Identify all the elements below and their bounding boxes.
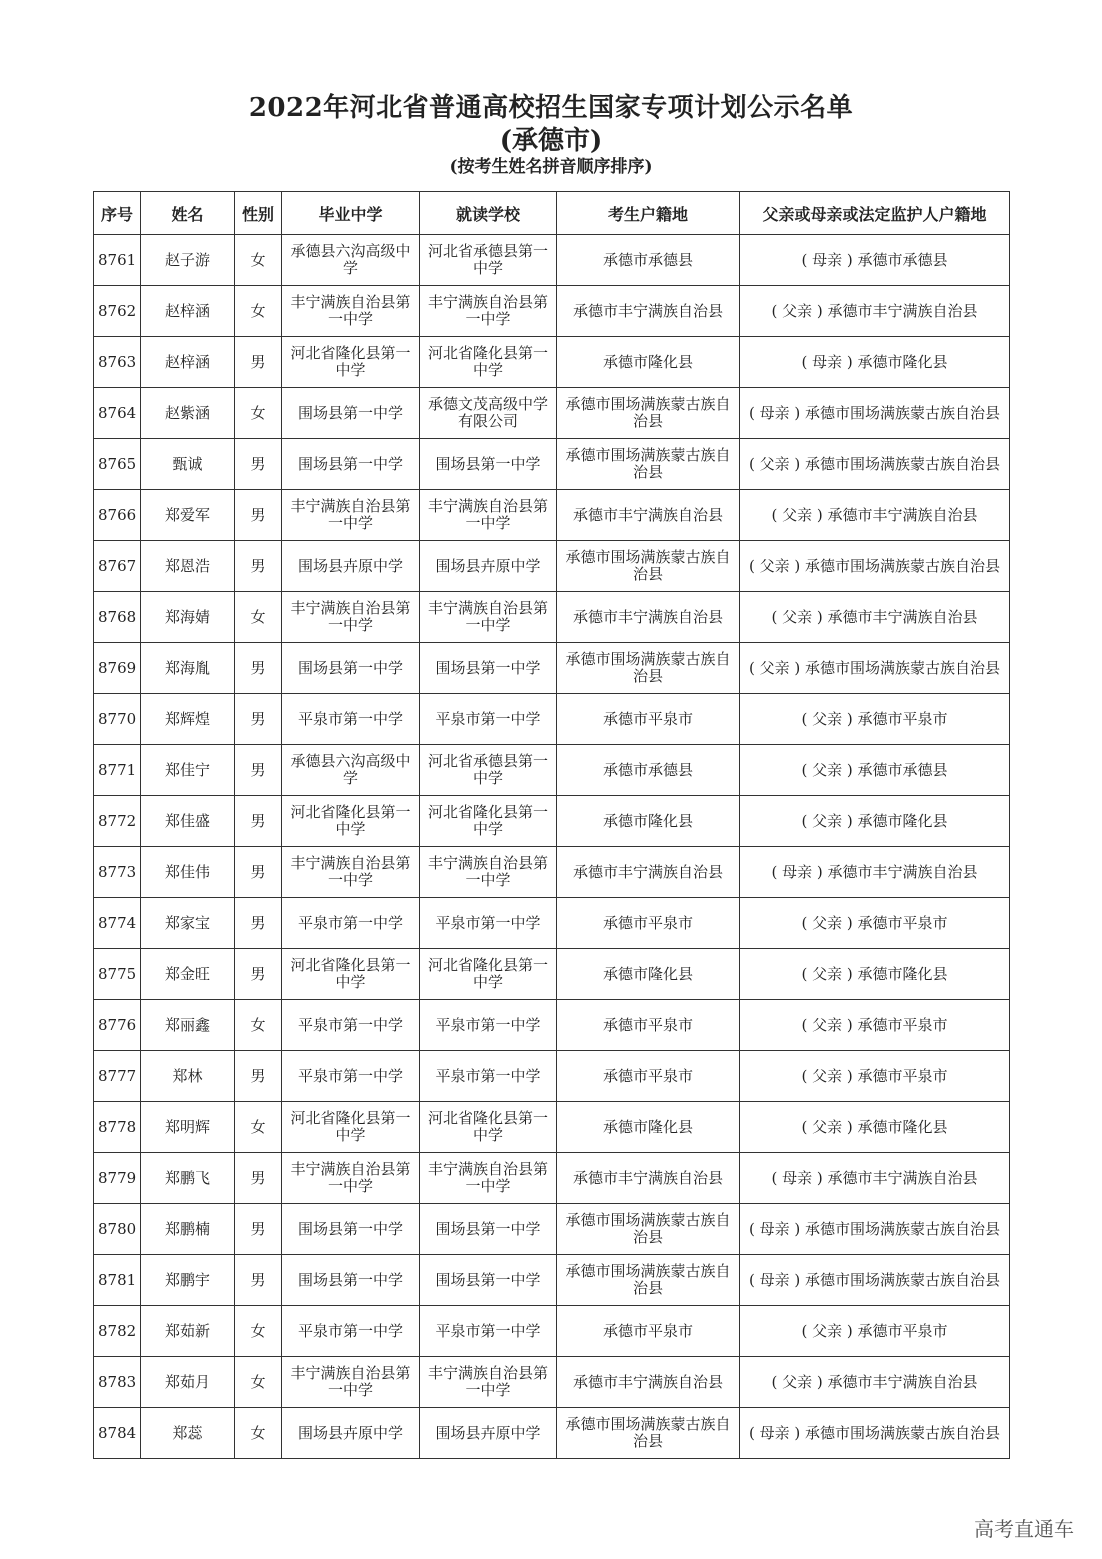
- table-row: [94, 1306, 1010, 1357]
- cell-current-school: 河北省隆化县第一中学: [420, 337, 557, 388]
- cell-household-registration: 承德市隆化县: [557, 1102, 740, 1153]
- table-row: [94, 1204, 1010, 1255]
- cell-current-school: 河北省承德县第一中学: [420, 745, 557, 796]
- cell-guardian-registration: ( 父亲 ) 承德市丰宁满族自治县: [740, 490, 1010, 541]
- cell-graduated-school: 河北省隆化县第一中学: [282, 337, 420, 388]
- cell-current-school: 围场县第一中学: [420, 439, 557, 490]
- cell-graduated-school: 平泉市第一中学: [282, 898, 420, 949]
- cell-guardian-registration: ( 母亲 ) 承德市围场满族蒙古族自治县: [740, 1255, 1010, 1306]
- cell-current-school: 丰宁满族自治县第一中学: [420, 286, 557, 337]
- cell-name: 赵紫涵: [141, 388, 235, 439]
- cell-gender: 男: [235, 541, 282, 592]
- cell-guardian-registration: ( 母亲 ) 承德市围场满族蒙古族自治县: [740, 1204, 1010, 1255]
- cell-graduated-school: 围场县第一中学: [282, 1204, 420, 1255]
- cell-name: 甄诚: [141, 439, 235, 490]
- cell-household-registration: 承德市围场满族蒙古族自治县: [557, 439, 740, 490]
- table-row: [94, 286, 1010, 337]
- col-header-graduated-school: 毕业中学: [282, 192, 420, 235]
- table-row: [94, 898, 1010, 949]
- cell-name: 郑金旺: [141, 949, 235, 1000]
- cell-household-registration: 承德市围场满族蒙古族自治县: [557, 388, 740, 439]
- cell-guardian-registration: ( 父亲 ) 承德市平泉市: [740, 1051, 1010, 1102]
- cell-graduated-school: 平泉市第一中学: [282, 694, 420, 745]
- cell-graduated-school: 丰宁满族自治县第一中学: [282, 847, 420, 898]
- cell-graduated-school: 围场县第一中学: [282, 439, 420, 490]
- table-row: [94, 490, 1010, 541]
- cell-index: 8783: [94, 1357, 141, 1408]
- cell-household-registration: 承德市围场满族蒙古族自治县: [557, 1204, 740, 1255]
- cell-name: 郑佳盛: [141, 796, 235, 847]
- cell-graduated-school: 河北省隆化县第一中学: [282, 1102, 420, 1153]
- cell-current-school: 围场县卉原中学: [420, 1408, 557, 1459]
- cell-index: 8772: [94, 796, 141, 847]
- cell-current-school: 平泉市第一中学: [420, 1306, 557, 1357]
- col-header-current-school: 就读学校: [420, 192, 557, 235]
- table-row: [94, 1153, 1010, 1204]
- cell-graduated-school: 河北省隆化县第一中学: [282, 949, 420, 1000]
- cell-household-registration: 承德市隆化县: [557, 949, 740, 1000]
- cell-name: 郑海婧: [141, 592, 235, 643]
- cell-name: 郑鹏宇: [141, 1255, 235, 1306]
- cell-index: 8761: [94, 235, 141, 286]
- cell-index: 8778: [94, 1102, 141, 1153]
- cell-index: 8777: [94, 1051, 141, 1102]
- cell-graduated-school: 丰宁满族自治县第一中学: [282, 1153, 420, 1204]
- cell-current-school: 河北省承德县第一中学: [420, 235, 557, 286]
- cell-current-school: 围场县第一中学: [420, 643, 557, 694]
- cell-graduated-school: 河北省隆化县第一中学: [282, 796, 420, 847]
- cell-gender: 女: [235, 592, 282, 643]
- cell-guardian-registration: ( 父亲 ) 承德市平泉市: [740, 898, 1010, 949]
- cell-name: 赵子游: [141, 235, 235, 286]
- cell-current-school: 丰宁满族自治县第一中学: [420, 1357, 557, 1408]
- page-title: 2022年河北省普通高校招生国家专项计划公示名单: [248, 93, 854, 123]
- cell-name: 郑茹新: [141, 1306, 235, 1357]
- cell-household-registration: 承德市围场满族蒙古族自治县: [557, 541, 740, 592]
- cell-graduated-school: 丰宁满族自治县第一中学: [282, 490, 420, 541]
- cell-index: 8780: [94, 1204, 141, 1255]
- table-row: [94, 1051, 1010, 1102]
- cell-graduated-school: 平泉市第一中学: [282, 1306, 420, 1357]
- cell-name: 赵梓涵: [141, 286, 235, 337]
- cell-gender: 男: [235, 745, 282, 796]
- cell-gender: 女: [235, 1306, 282, 1357]
- cell-name: 郑佳宁: [141, 745, 235, 796]
- cell-graduated-school: 承德县六沟高级中学: [282, 235, 420, 286]
- table-row: [94, 541, 1010, 592]
- cell-gender: 男: [235, 796, 282, 847]
- cell-current-school: 平泉市第一中学: [420, 1051, 557, 1102]
- cell-current-school: 河北省隆化县第一中学: [420, 949, 557, 1000]
- cell-index: 8781: [94, 1255, 141, 1306]
- cell-current-school: 围场县第一中学: [420, 1255, 557, 1306]
- cell-graduated-school: 围场县卉原中学: [282, 1408, 420, 1459]
- cell-index: 8776: [94, 1000, 141, 1051]
- cell-index: 8766: [94, 490, 141, 541]
- cell-index: 8784: [94, 1408, 141, 1459]
- page-subtitle: (承德市): [499, 126, 603, 156]
- cell-guardian-registration: ( 父亲 ) 承德市围场满族蒙古族自治县: [740, 643, 1010, 694]
- cell-guardian-registration: ( 母亲 ) 承德市隆化县: [740, 337, 1010, 388]
- cell-graduated-school: 围场县卉原中学: [282, 541, 420, 592]
- cell-gender: 男: [235, 337, 282, 388]
- cell-index: 8773: [94, 847, 141, 898]
- cell-gender: 女: [235, 1408, 282, 1459]
- col-header-guardian-registration: 父亲或母亲或法定监护人户籍地: [740, 192, 1010, 235]
- cell-gender: 女: [235, 1000, 282, 1051]
- cell-household-registration: 承德市平泉市: [557, 1306, 740, 1357]
- cell-gender: 女: [235, 235, 282, 286]
- cell-household-registration: 承德市围场满族蒙古族自治县: [557, 1255, 740, 1306]
- table-row: [94, 337, 1010, 388]
- cell-graduated-school: 平泉市第一中学: [282, 1051, 420, 1102]
- col-header-household-registration: 考生户籍地: [557, 192, 740, 235]
- cell-graduated-school: 丰宁满族自治县第一中学: [282, 1357, 420, 1408]
- cell-household-registration: 承德市丰宁满族自治县: [557, 286, 740, 337]
- cell-name: 郑恩浩: [141, 541, 235, 592]
- cell-guardian-registration: ( 母亲 ) 承德市围场满族蒙古族自治县: [740, 388, 1010, 439]
- cell-name: 郑爱军: [141, 490, 235, 541]
- table-row: [94, 643, 1010, 694]
- cell-gender: 男: [235, 847, 282, 898]
- col-header-index: 序号: [94, 192, 141, 235]
- table-row: [94, 1000, 1010, 1051]
- cell-household-registration: 承德市隆化县: [557, 796, 740, 847]
- table-row: [94, 1408, 1010, 1459]
- cell-index: 8762: [94, 286, 141, 337]
- cell-guardian-registration: ( 父亲 ) 承德市平泉市: [740, 1306, 1010, 1357]
- cell-index: 8782: [94, 1306, 141, 1357]
- cell-graduated-school: 承德县六沟高级中学: [282, 745, 420, 796]
- cell-gender: 男: [235, 1153, 282, 1204]
- table-row: [94, 694, 1010, 745]
- cell-current-school: 平泉市第一中学: [420, 1000, 557, 1051]
- cell-name: 郑家宝: [141, 898, 235, 949]
- cell-guardian-registration: ( 父亲 ) 承德市丰宁满族自治县: [740, 592, 1010, 643]
- cell-name: 郑林: [141, 1051, 235, 1102]
- cell-index: 8767: [94, 541, 141, 592]
- cell-index: 8763: [94, 337, 141, 388]
- sort-note: (按考生姓名拼音顺序排序): [449, 157, 653, 177]
- cell-name: 赵梓涵: [141, 337, 235, 388]
- cell-current-school: 丰宁满族自治县第一中学: [420, 490, 557, 541]
- cell-graduated-school: 丰宁满族自治县第一中学: [282, 286, 420, 337]
- col-header-gender: 性别: [235, 192, 282, 235]
- cell-gender: 男: [235, 643, 282, 694]
- cell-gender: 男: [235, 694, 282, 745]
- cell-guardian-registration: ( 父亲 ) 承德市隆化县: [740, 1102, 1010, 1153]
- cell-guardian-registration: ( 父亲 ) 承德市隆化县: [740, 949, 1010, 1000]
- cell-name: 郑佳伟: [141, 847, 235, 898]
- cell-guardian-registration: ( 父亲 ) 承德市围场满族蒙古族自治县: [740, 439, 1010, 490]
- table-row: [94, 745, 1010, 796]
- cell-current-school: 围场县卉原中学: [420, 541, 557, 592]
- table-row: [94, 592, 1010, 643]
- table-row: [94, 949, 1010, 1000]
- cell-gender: 女: [235, 388, 282, 439]
- cell-gender: 男: [235, 1051, 282, 1102]
- table-row: [94, 388, 1010, 439]
- cell-gender: 男: [235, 1204, 282, 1255]
- cell-current-school: 河北省隆化县第一中学: [420, 1102, 557, 1153]
- cell-index: 8765: [94, 439, 141, 490]
- cell-household-registration: 承德市丰宁满族自治县: [557, 847, 740, 898]
- cell-household-registration: 承德市丰宁满族自治县: [557, 1357, 740, 1408]
- cell-name: 郑茹月: [141, 1357, 235, 1408]
- cell-name: 郑辉煌: [141, 694, 235, 745]
- col-header-name: 姓名: [141, 192, 235, 235]
- cell-index: 8770: [94, 694, 141, 745]
- cell-name: 郑鹏飞: [141, 1153, 235, 1204]
- cell-guardian-registration: ( 父亲 ) 承德市丰宁满族自治县: [740, 286, 1010, 337]
- cell-graduated-school: 围场县第一中学: [282, 1255, 420, 1306]
- cell-gender: 男: [235, 490, 282, 541]
- cell-guardian-registration: ( 父亲 ) 承德市承德县: [740, 745, 1010, 796]
- cell-household-registration: 承德市平泉市: [557, 898, 740, 949]
- cell-name: 郑鹏楠: [141, 1204, 235, 1255]
- cell-index: 8774: [94, 898, 141, 949]
- cell-guardian-registration: ( 母亲 ) 承德市围场满族蒙古族自治县: [740, 1408, 1010, 1459]
- cell-guardian-registration: ( 父亲 ) 承德市隆化县: [740, 796, 1010, 847]
- table-row: [94, 1357, 1010, 1408]
- cell-current-school: 平泉市第一中学: [420, 694, 557, 745]
- cell-guardian-registration: ( 母亲 ) 承德市承德县: [740, 235, 1010, 286]
- cell-guardian-registration: ( 父亲 ) 承德市丰宁满族自治县: [740, 1357, 1010, 1408]
- cell-current-school: 围场县第一中学: [420, 1204, 557, 1255]
- cell-index: 8768: [94, 592, 141, 643]
- cell-index: 8775: [94, 949, 141, 1000]
- cell-household-registration: 承德市平泉市: [557, 694, 740, 745]
- cell-household-registration: 承德市丰宁满族自治县: [557, 490, 740, 541]
- cell-index: 8769: [94, 643, 141, 694]
- cell-name: 郑蕊: [141, 1408, 235, 1459]
- cell-gender: 男: [235, 1255, 282, 1306]
- cell-gender: 女: [235, 1102, 282, 1153]
- cell-guardian-registration: ( 父亲 ) 承德市围场满族蒙古族自治县: [740, 541, 1010, 592]
- table-row: [94, 1102, 1010, 1153]
- cell-name: 郑海胤: [141, 643, 235, 694]
- table-header-row: [94, 192, 1010, 235]
- cell-household-registration: 承德市丰宁满族自治县: [557, 1153, 740, 1204]
- cell-index: 8764: [94, 388, 141, 439]
- cell-current-school: 河北省隆化县第一中学: [420, 796, 557, 847]
- table-row: [94, 847, 1010, 898]
- roster-table: [93, 191, 1010, 1459]
- table-row: [94, 796, 1010, 847]
- cell-current-school: 丰宁满族自治县第一中学: [420, 847, 557, 898]
- cell-gender: 女: [235, 286, 282, 337]
- cell-household-registration: 承德市承德县: [557, 235, 740, 286]
- cell-household-registration: 承德市丰宁满族自治县: [557, 592, 740, 643]
- cell-guardian-registration: ( 父亲 ) 承德市平泉市: [740, 1000, 1010, 1051]
- table-row: [94, 1255, 1010, 1306]
- cell-current-school: 承德文茂高级中学有限公司: [420, 388, 557, 439]
- cell-graduated-school: 平泉市第一中学: [282, 1000, 420, 1051]
- cell-graduated-school: 围场县第一中学: [282, 643, 420, 694]
- cell-household-registration: 承德市围场满族蒙古族自治县: [557, 643, 740, 694]
- cell-guardian-registration: ( 母亲 ) 承德市丰宁满族自治县: [740, 1153, 1010, 1204]
- cell-household-registration: 承德市平泉市: [557, 1051, 740, 1102]
- cell-household-registration: 承德市围场满族蒙古族自治县: [557, 1408, 740, 1459]
- cell-household-registration: 承德市承德县: [557, 745, 740, 796]
- cell-graduated-school: 围场县第一中学: [282, 388, 420, 439]
- cell-index: 8771: [94, 745, 141, 796]
- cell-guardian-registration: ( 母亲 ) 承德市丰宁满族自治县: [740, 847, 1010, 898]
- cell-gender: 男: [235, 898, 282, 949]
- cell-current-school: 平泉市第一中学: [420, 898, 557, 949]
- cell-graduated-school: 丰宁满族自治县第一中学: [282, 592, 420, 643]
- cell-name: 郑明辉: [141, 1102, 235, 1153]
- cell-gender: 男: [235, 949, 282, 1000]
- table-row: [94, 235, 1010, 286]
- watermark: 高考直通车: [974, 1517, 1074, 1541]
- cell-household-registration: 承德市隆化县: [557, 337, 740, 388]
- cell-household-registration: 承德市平泉市: [557, 1000, 740, 1051]
- cell-current-school: 丰宁满族自治县第一中学: [420, 592, 557, 643]
- cell-index: 8779: [94, 1153, 141, 1204]
- cell-gender: 女: [235, 1357, 282, 1408]
- cell-gender: 男: [235, 439, 282, 490]
- cell-name: 郑丽鑫: [141, 1000, 235, 1051]
- cell-guardian-registration: ( 父亲 ) 承德市平泉市: [740, 694, 1010, 745]
- table-row: [94, 439, 1010, 490]
- cell-current-school: 丰宁满族自治县第一中学: [420, 1153, 557, 1204]
